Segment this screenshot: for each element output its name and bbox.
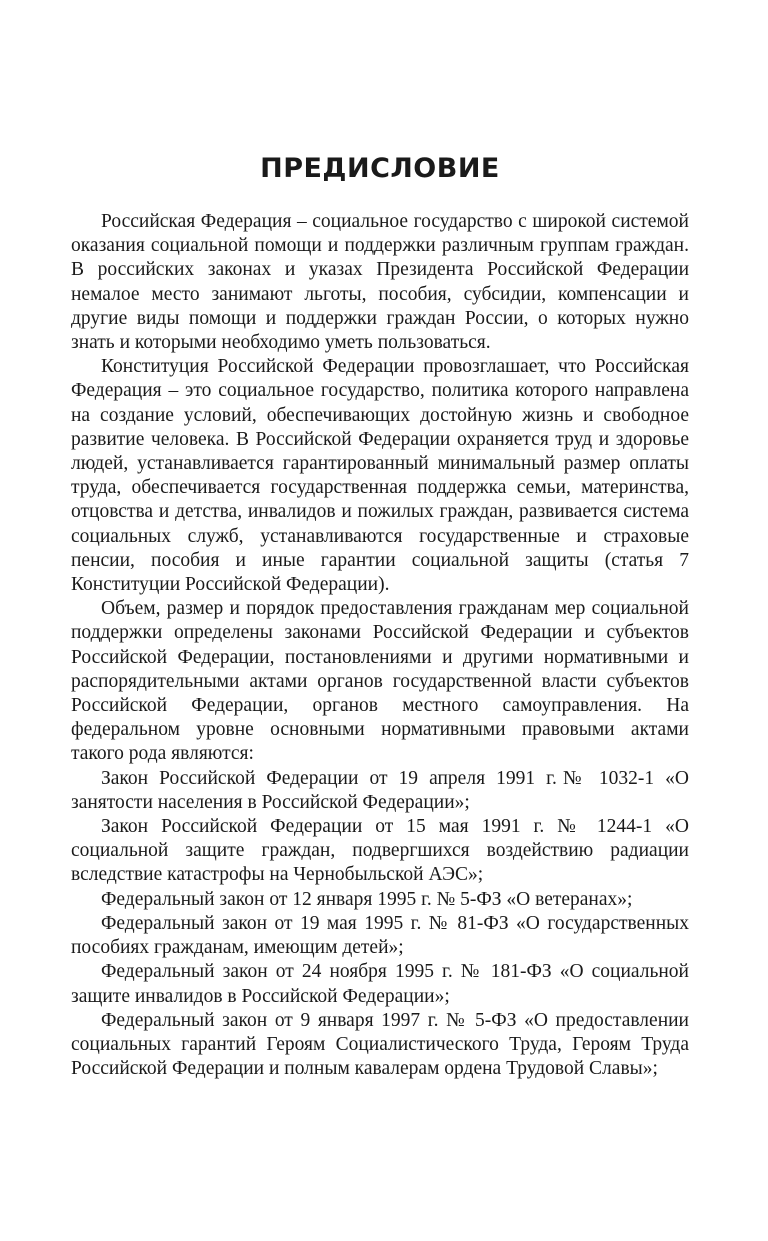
paragraph: Закон Российской Федерации от 15 мая 1991 г. № 1244-1 «О социальной защите граждан, подвергшихся воздействию радиации вследствие катастрофы на Чернобыльской АЭС»; — [71, 816, 689, 886]
paragraph: Федеральный закон от 19 мая 1995 г. № 81-ФЗ «О государственных пособиях гражданам, имеющим детей»; — [71, 912, 689, 959]
page-title: ПРЕДИСЛОВИЕ — [260, 153, 500, 184]
document-page — [71, 150, 689, 1081]
paragraph: Российская Федерация – социальное государство с широкой системой оказания социальной помощи и поддержки различным группам граждан. В российских законах и указах Президента Российской Федерации немалое место занимают льготы, пособия, субсидии, компенсации и другие виды помощи и поддержки граждан России, о которых нужно знать и которыми необходимо уметь пользоваться. — [71, 211, 689, 354]
paragraph: Объем, размер и порядок предоставления гражданам мер социальной поддержки определены законами Российской Федерации и субъектов Российской Федерации, постановлениями и другими нормативными и распорядительными актами органов государственной власти субъектов Российской Федерации, органов местного самоуправления. На федеральном уровне основными нормативными правовыми актами такого рода являются: — [71, 598, 689, 765]
paragraph: Федеральный закон от 24 ноября 1995 г. № 181-ФЗ «О социальной защите инвалидов в Российской Федерации»; — [71, 961, 689, 1007]
paragraph: Конституция Российской Федерации провозглашает, что Российская Федерация – это социальное государство, политика которого направлена на создание условий, обеспечивающих достойную жизнь и свободное развитие человека. В Российской Федерации охраняется труд и здоровье людей, устанавливается гарантированный минимальный размер оплаты труда, обеспечивается государственная поддержка семьи, материнства, отцовства и детства, инвалидов и пожилых граждан, развивается система социальных служб, устанавливаются государственные и страховые пенсии, пособия и иные гарантии социальной защиты (статья 7 Конституции Российской Федерации). — [71, 356, 689, 596]
paragraph: Федеральный закон от 12 января 1995 г. № 5-ФЗ «О ветеранах»; — [101, 888, 633, 910]
paragraph: Федеральный закон от 9 января 1997 г. № 5-ФЗ «О предоставлении социальных гарантий Героям Социалистического Труда, Героям Труда Российской Федерации и полным кавалерам ордена Трудовой Славы»; — [71, 1009, 689, 1080]
document-body — [71, 210, 689, 1081]
paragraph: Закон Российской Федерации от 19 апреля 1991 г.№ 1032-1 «О занятости населения в Российской Федерации»; — [71, 767, 689, 813]
